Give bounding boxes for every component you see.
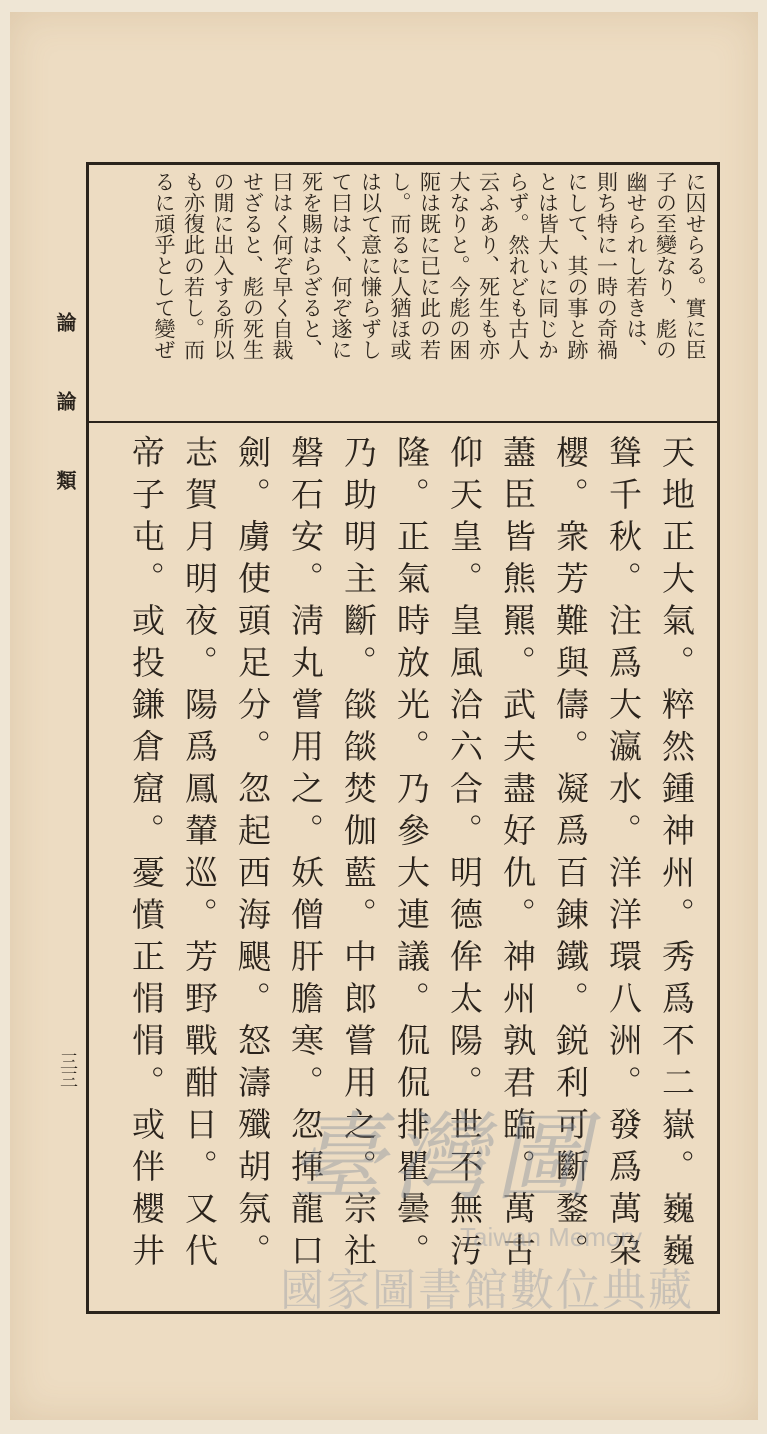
watermark-logo: 臺灣圖 xyxy=(285,1102,616,1214)
watermark xyxy=(280,1082,740,1322)
watermark-chinese: 國家圖書館數位典藏 xyxy=(280,1265,694,1316)
annotation-box xyxy=(89,165,717,423)
running-title: 論 論 類 xyxy=(53,312,77,516)
page-number: 三三 xyxy=(57,1052,78,1088)
main-verse-text: 天地正大氣。粹然鍾神州。秀爲不二嶽。巍巍 聳千秋。注爲大瀛水。洋洋環八洲。發爲萬朶 櫻。衆芳難與儔。凝爲百錬鐵。鋭利可斷鍪。 藎臣皆熊羆。武夫盡好仇。神州孰君臨。萬古 仰天皇。皇風洽六合。明德侔太陽。世不無汚 隆。正氣時放光。乃參大連議。侃侃排瞿曇。 乃助明主斷。燄燄焚伽藍。中郎嘗用之。宗社 磐石安。淸丸嘗用之。妖僧肝膽寒。忽揮龍口 劍。虜使頭足分。忽起西海颶。怒濤殲胡氛。 志賀月明夜。陽爲鳳輦巡。芳野戰酣日。又代 帝子屯。或投鎌倉窟。憂憤正悁悁。或伴櫻井 xyxy=(127,435,696,1275)
page-paper xyxy=(10,12,758,1420)
watermark-english: Taiwan Memory xyxy=(460,1222,643,1252)
annotation-text: に囚せらる。實に臣 子の至變なり、彪の 幽せられし若きは、 則ち特に一時の奇禍 にして、其の事と跡 とは皆大いに同じか らず。然れども古人 云ふあり、死生も亦 大なりと。今彪の困 阨は既に已に此の若 し。而るに人猶ほ或 は以て意に慊らずし て曰はく、何ぞ遂に 死を賜はらざると、 曰はく何ぞ早く自裁 せざると、彪の死生 の閒に出入する所以 も亦復此の若し。而 るに頑乎として變ぜ xyxy=(152,171,707,360)
